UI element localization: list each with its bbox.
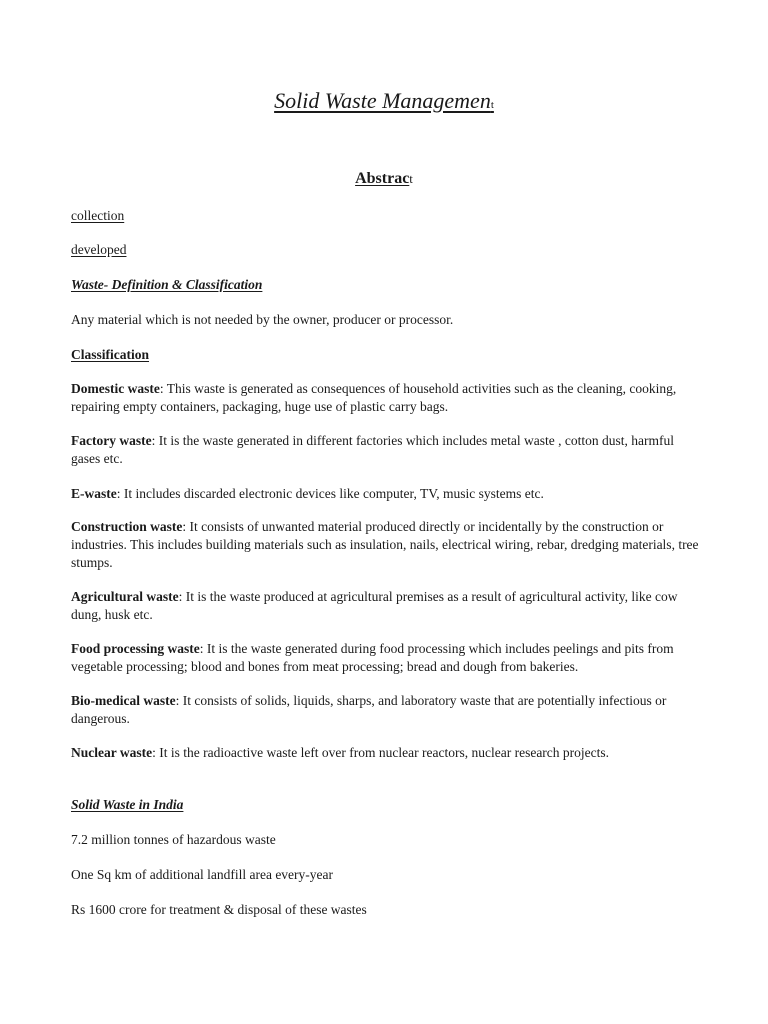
classification-sep: : <box>199 641 207 656</box>
classification-item-food-processing <box>71 640 701 676</box>
abstract-heading-main: Abstrac <box>355 170 410 187</box>
india-fact-line: Rs 1600 crore for treatment & disposal of these wastes <box>71 902 367 917</box>
link-collection[interactable]: collection <box>71 208 125 223</box>
classification-text: It consists of unwanted material produced directly or incidentally by the construction or industries. This includes building materials such as insulation, nails, electrical wiring, rebar, dredging materials, tree stumps. <box>71 519 699 570</box>
classification-term: Factory waste <box>71 433 152 448</box>
classification-text: It includes discarded electronic devices like computer, TV, music systems etc. <box>123 486 544 501</box>
document-title-main: Solid Waste Managemen <box>274 88 491 113</box>
classification-sep: : <box>159 381 167 396</box>
classification-sep: : <box>152 745 160 760</box>
classification-term: E-waste <box>71 486 117 501</box>
classification-sep: : <box>116 486 124 501</box>
classification-text: It is the radioactive waste left over from nuclear reactors, nuclear research projects. <box>159 745 610 760</box>
waste-definition-heading: Waste- Definition & Classification <box>71 277 263 292</box>
classification-heading: Classification <box>71 347 150 362</box>
classification-term: Construction waste <box>71 519 183 534</box>
document-title <box>0 88 768 114</box>
classification-item-biomedical <box>71 692 701 728</box>
india-fact-line: One Sq km of additional landfill area every-year <box>71 867 334 882</box>
classification-term: Bio-medical waste <box>71 693 176 708</box>
classification-term: Nuclear waste <box>71 745 153 760</box>
classification-sep: : <box>182 519 190 534</box>
classification-text: This waste is generated as consequences of household activities such as the cleaning, cooking, repairing empty containers, packaging, huge use of plastic carry bags. <box>71 381 677 414</box>
classification-term: Domestic waste <box>71 381 160 396</box>
classification-sep: : <box>151 433 159 448</box>
classification-sep: : <box>175 693 183 708</box>
classification-text: It consists of solids, liquids, sharps, and laboratory waste that are potentially infectious or dangerous. <box>71 693 667 726</box>
classification-item-domestic <box>71 380 701 416</box>
classification-item-construction <box>71 518 701 572</box>
abstract-heading <box>0 170 768 188</box>
link-developed[interactable]: developed <box>71 242 127 257</box>
solid-waste-india-heading: Solid Waste in India <box>71 797 184 812</box>
classification-item-agricultural <box>71 588 701 624</box>
india-fact-line: 7.2 million tonnes of hazardous waste <box>71 832 276 847</box>
classification-term: Agricultural waste <box>71 589 179 604</box>
document-title-tail: t <box>490 99 494 111</box>
classification-text: It is the waste generated in different factories which includes metal waste , cotton dust, harmful gases etc. <box>71 433 674 466</box>
classification-text: It is the waste generated during food processing which includes peelings and pits from vegetable processing; blood and bones from meat processing; bread and dough from bakeries. <box>71 641 674 674</box>
classification-item-factory <box>71 432 701 468</box>
classification-item-ewaste <box>71 485 701 503</box>
classification-text: It is the waste produced at agricultural premises as a result of agricultural activity, like cow dung, husk etc. <box>71 589 678 622</box>
classification-sep: : <box>178 589 186 604</box>
abstract-heading-tail: t <box>409 171 413 186</box>
waste-definition-text: Any material which is not needed by the owner, producer or processor. <box>71 312 454 327</box>
classification-item-nuclear <box>71 744 701 762</box>
classification-term: Food processing waste <box>71 641 200 656</box>
